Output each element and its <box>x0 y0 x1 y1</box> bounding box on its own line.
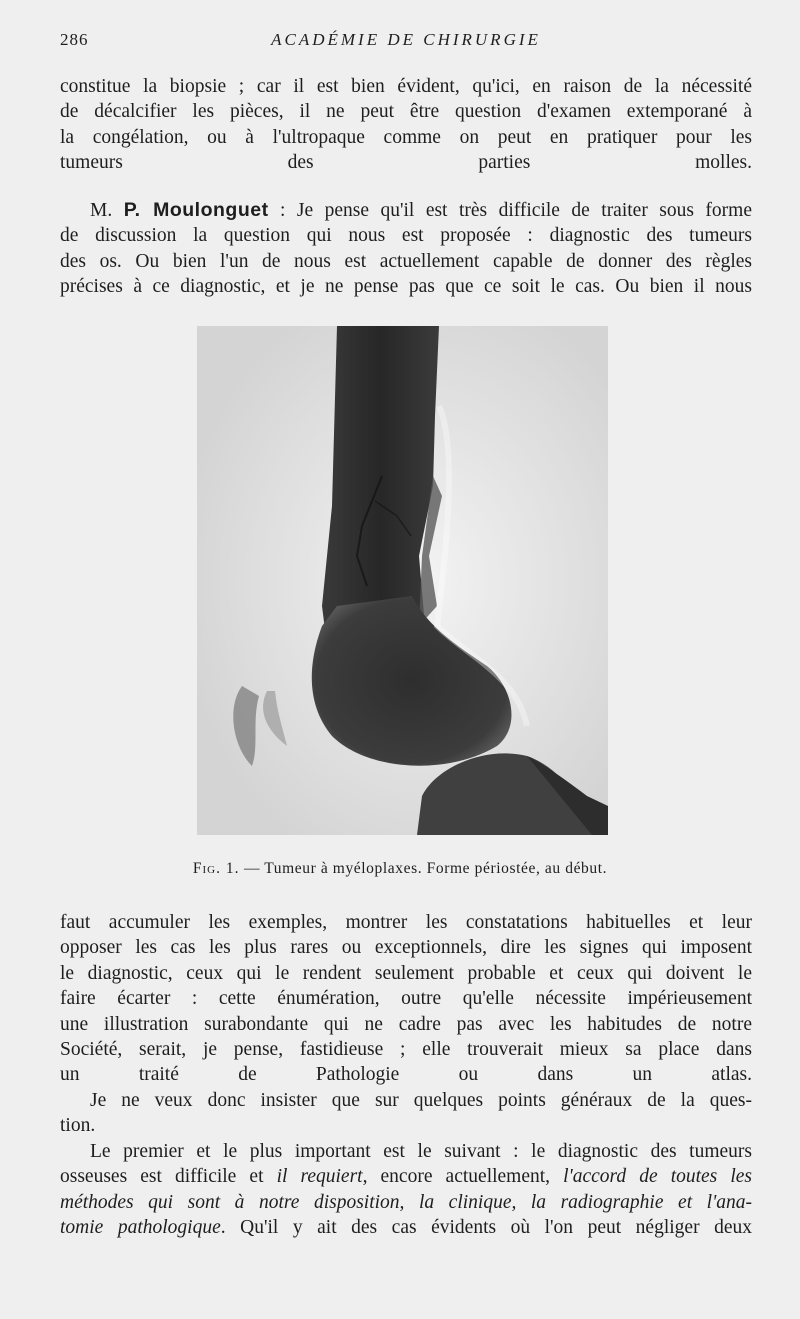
figure-caption-text: — Tumeur à myéloplaxes. Forme périostée, au début. <box>239 860 608 877</box>
paragraph-3 <box>60 910 752 1088</box>
text-line <box>60 198 752 223</box>
text-line: faut accumuler les exemples, montrer les constatations habituelles et leur <box>60 912 752 933</box>
text-fragment-italic: tomie pathologique <box>60 1217 221 1239</box>
text-line: la congélation, ou à l'ultropaque comme on peut en pratiquer pour les <box>60 126 752 148</box>
text-line <box>60 1215 752 1240</box>
text-line: le diagnostic, ceux qui le rendent seulement probable et ceux qui doivent le <box>60 962 752 984</box>
text-line: opposer les cas les plus rares ou exceptionnels, dire les signes qui imposent <box>60 937 752 959</box>
text-line: constitue la biopsie ; car il est bien évident, qu'ici, en raison de la nécessité <box>60 76 752 97</box>
text-fragment-italic: il requiert <box>276 1166 363 1188</box>
text-line: Le premier et le plus important est le suivant : le diagnostic des tumeurs <box>90 1141 752 1162</box>
radiograph-image <box>197 326 608 835</box>
text-fragment: osseuses est difficile et <box>60 1166 277 1188</box>
speaker-prefix: M. <box>90 200 124 221</box>
figure-label: Fig. 1. <box>192 860 240 877</box>
paragraph-2 <box>60 198 752 300</box>
running-title: ACADÉMIE DE CHIRURGIE <box>271 30 541 49</box>
text-line: Je ne veux donc insister que sur quelques points généraux de la ques- <box>90 1090 752 1111</box>
text-fragment: , encore actuellement, <box>362 1166 564 1188</box>
text-line: tumeurs des parties molles. <box>60 152 752 174</box>
text-line: de discussion la question qui nous est proposée : diagnostic des tumeurs <box>60 225 752 247</box>
text-fragment-italic: l'accord de toutes les <box>563 1166 752 1188</box>
text-line: tion. <box>60 1115 96 1137</box>
text-line <box>60 1164 752 1189</box>
page-header <box>60 30 752 56</box>
text-line-italic: méthodes qui sont à notre disposition, la clinique, la radiographie et l'ana- <box>60 1191 752 1213</box>
text-line: Société, serait, je pense, fastidieuse ; elle trouverait mieux sa place dans <box>60 1038 752 1060</box>
text-line: une illustration surabondante qui ne cadre pas avec les habitudes de notre <box>60 1013 752 1035</box>
paragraph-1 <box>60 74 752 176</box>
text-line: précises à ce diagnostic, et je ne pense pas que ce soit le cas. Ou bien il nous <box>60 276 752 298</box>
page-number: 286 <box>60 30 89 49</box>
text-fragment: . Qu'il y ait des cas évidents où l'on peut négliger deux <box>220 1217 752 1239</box>
paragraph-5 <box>60 1139 752 1241</box>
figure-caption <box>0 860 800 878</box>
paragraph-4 <box>60 1088 752 1139</box>
text-line: de décalcifier les pièces, il ne peut être question d'examen extemporané à <box>60 101 752 123</box>
text-line: un traité de Pathologie ou dans un atlas. <box>60 1064 752 1086</box>
text-line: des os. Ou bien l'un de nous est actuellement capable de donner des règles <box>60 250 752 272</box>
text-fragment: : Je pense qu'il est très difficile de traiter sous forme <box>268 200 752 221</box>
text-line: faire écarter : cette énumération, outre qu'elle nécessite impérieusement <box>60 988 752 1010</box>
radiograph-drawing <box>197 326 608 835</box>
speaker-name: P. Moulonguet <box>123 199 269 221</box>
